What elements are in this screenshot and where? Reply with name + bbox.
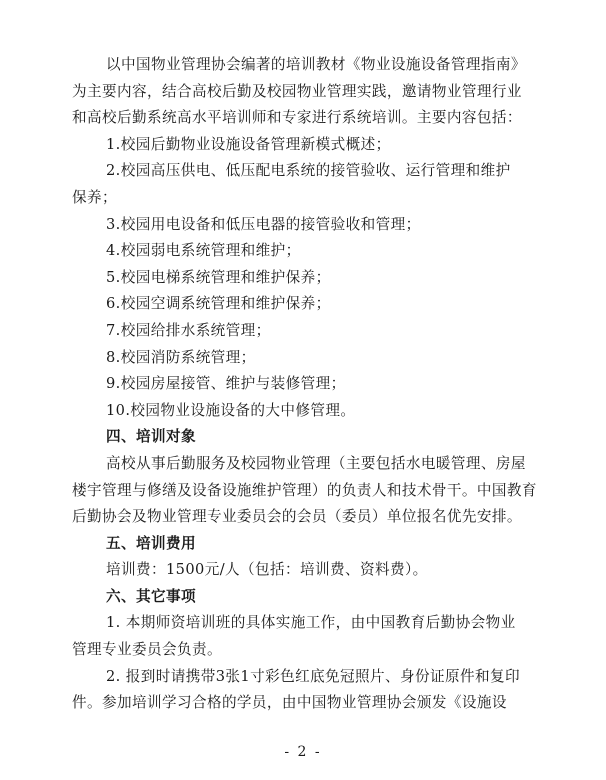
paragraph-line: 高校从事后勤服务及校园物业管理（主要包括水电暖管理、房屋 xyxy=(106,454,526,472)
paragraph-line: 管理专业委员会负责。 xyxy=(72,641,222,659)
document-body xyxy=(72,52,550,717)
paragraph-line: 6.校园空调系统管理和维护保养； xyxy=(106,295,331,313)
paragraph-line: 为主要内容，结合高校后勤及校园物业管理实践，邀请物业管理行业 xyxy=(72,82,522,100)
paragraph-line: 件。参加培训学习合格的学员，由中国物业管理协会颁发《设施设 xyxy=(72,694,507,712)
paragraph-line: 1.校园后勤物业设施设备管理新模式概述； xyxy=(106,135,391,153)
paragraph-line: 4.校园弱电系统管理和维护； xyxy=(106,242,301,260)
paragraph-line: 10.校园物业设施设备的大中修管理。 xyxy=(106,401,356,419)
paragraph-line: 楼宇管理与修缮及设备设施维护管理）的负责人和技术骨干。中国教育 xyxy=(72,481,537,499)
paragraph-line: 培训费：1500元/人（包括：培训费、资料费）。 xyxy=(106,561,428,579)
section-heading: 六、其它事项 xyxy=(106,587,196,605)
paragraph-line: 和高校后勤系统高水平培训师和专家进行系统培训。主要内容包括： xyxy=(72,109,522,127)
paragraph-line: 2. 报到时请携带3张1寸彩色红底免冠照片、身份证原件和复印 xyxy=(106,667,520,685)
paragraph-line: 以中国物业管理协会编著的培训教材《物业设施设备管理指南》 xyxy=(106,56,526,73)
section-heading: 四、培训对象 xyxy=(106,428,196,446)
paragraph-line: 3.校园用电设备和低压电器的接管验收和管理； xyxy=(106,215,421,233)
paragraph-line: 9.校园房屋接管、维护与装修管理； xyxy=(106,375,346,393)
paragraph-line: 后勤协会及物业管理专业委员会的会员（委员）单位报名优先安排。 xyxy=(72,508,522,526)
page-number: - 2 - xyxy=(284,744,322,760)
paragraph-line: 5.校园电梯系统管理和维护保养； xyxy=(106,268,331,286)
paragraph-line: 7.校园给排水系统管理； xyxy=(106,321,271,339)
paragraph-line: 2.校园高压供电、低压配电系统的接管验收、运行管理和维护 xyxy=(106,162,511,180)
paragraph-line: 8.校园消防系统管理； xyxy=(106,348,256,366)
paragraph-line: 保养； xyxy=(72,188,117,206)
paragraph-line: 1. 本期师资培训班的具体实施工作，由中国教育后勤协会物业 xyxy=(106,614,516,632)
section-heading: 五、培训费用 xyxy=(106,534,196,552)
